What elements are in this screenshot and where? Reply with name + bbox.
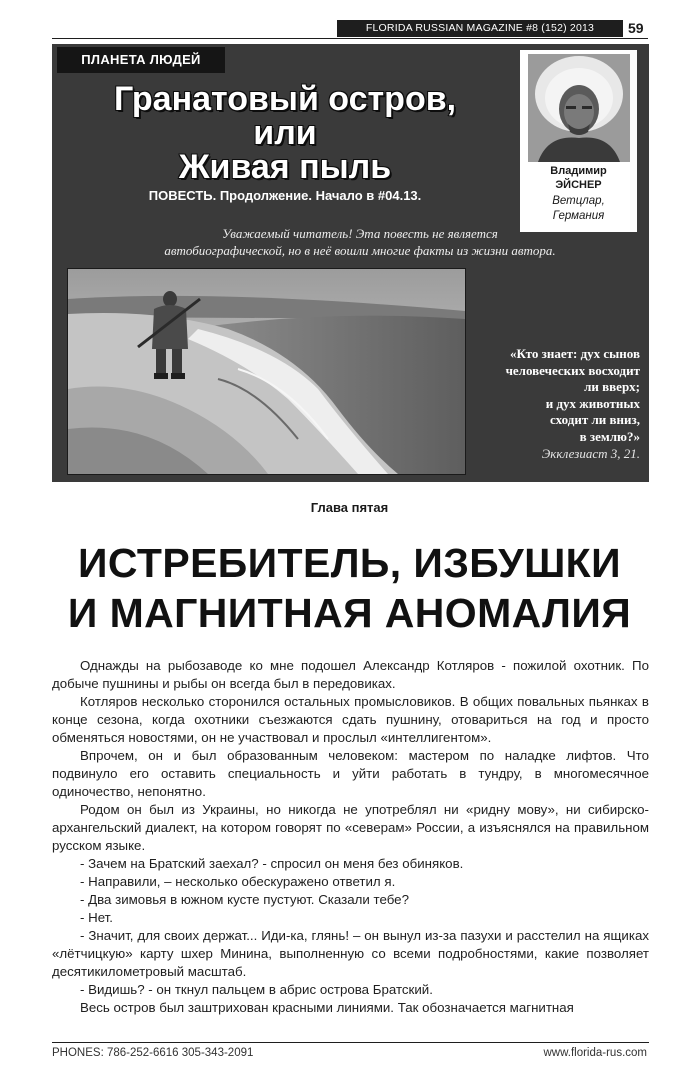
body-paragraph: - Нет. [80, 910, 113, 925]
footer-phones: PHONES: 786-252-6616 305-343-2091 [52, 1047, 254, 1059]
author-country: Германия [552, 210, 605, 222]
author-last-name: ЭЙСНЕР [555, 179, 602, 191]
author-first-name: Владимир [550, 165, 607, 177]
epigraph-line: сходит ли вниз, [550, 412, 640, 428]
footer-website: www.florida-rus.com [543, 1047, 647, 1059]
reader-note-line: автобиографической, но в неё вошли многие факты из жизни автора. [164, 243, 556, 258]
body-paragraph: - Значит, для своих держат... Иди-ка, глянь! – он вынул из-за пазухи и расстелил на ящиках «лётчицкую» карту шхер Минина, выполненную со всеми подробностями, какие позволяет десятикилометровый масштаб. [52, 928, 649, 979]
epigraph-source: Экклезиаст 3, 21. [541, 446, 640, 461]
rubric-label: ПЛАНЕТА ЛЮДЕЙ [57, 47, 225, 73]
body-paragraph: Весь остров был заштрихован красными линиями. Так обозначается магнитная [80, 1000, 574, 1015]
author-city: Ветцлар, [552, 195, 605, 207]
epigraph [470, 346, 640, 446]
chapter-label: Глава пятая [310, 500, 389, 515]
body-paragraph: Родом он был из Украины, но никогда не употреблял ни «ридну мову», ни сибирско-архангельский диалект, на котором говорят по «северам» России, а изъяснялся на правильном русском языке. [52, 802, 649, 853]
chapter-headline [40, 538, 659, 638]
body-paragraph: - Два зимовья в южном кусте пустуют. Сказали тебе? [80, 892, 409, 907]
tundra-illustration [67, 268, 466, 475]
story-subtitle: ПОВЕСТЬ. Продолжение. Начало в #04.13. [148, 188, 422, 203]
story-title-line: или [253, 114, 317, 152]
epigraph-line: человеческих восходит [505, 362, 640, 378]
epigraph-line: ли вверх; [584, 379, 640, 395]
page-number: 59 [628, 20, 644, 36]
epigraph-line: и дух животных [545, 395, 640, 411]
footer-divider [52, 1042, 649, 1043]
body-paragraph: - Зачем на Братский заехал? - спросил он меня без обиняков. [80, 856, 464, 871]
story-title-line: Живая пыль [178, 148, 392, 186]
magazine-title: FLORIDA RUSSIAN MAGAZINE #8 (152) 2013 [365, 22, 595, 34]
story-title-line: Гранатовый остров, [113, 80, 457, 118]
body-paragraph: - Видишь? - он ткнул пальцем в абрис острова Братский. [80, 982, 433, 997]
chapter-headline-line: И МАГНИТНАЯ АНОМАЛИЯ [67, 590, 632, 636]
magazine-header-bar [337, 20, 623, 37]
chapter-headline-line: ИСТРЕБИТЕЛЬ, ИЗБУШКИ [78, 540, 621, 586]
author-portrait [528, 54, 630, 162]
article-body [52, 657, 649, 1017]
header-divider [52, 38, 648, 39]
body-paragraph: Однажды на рыбозаводе ко мне подошел Александр Котляров - пожилой охотник. По добыче пушнины и рыбы он всегда был в передовиках. [52, 658, 649, 691]
body-paragraph: Впрочем, он и был образованным человеком: мастером по наладке лифтов. Что подвинуло его оставить специальность и уйти работать в тундру, в многомесячное одиночество, непонятно. [52, 748, 649, 799]
epigraph-line: «Кто знает: дух сынов [510, 346, 640, 361]
story-title [60, 82, 510, 184]
reader-note-line: Уважаемый читатель! Эта повесть не является [222, 226, 498, 241]
body-paragraph: Котляров несколько сторонился остальных промысловиков. В общих повальных пьянках в конце сезона, когда охотники съезжаются сдать пушнину, отовариться на год и просто обменяться новостями, он не участвовал и прослыл «интеллигентом». [52, 694, 649, 745]
epigraph-line: в землю?» [579, 428, 640, 444]
body-paragraph: - Направили, – несколько обескуражено ответил я. [80, 874, 396, 889]
